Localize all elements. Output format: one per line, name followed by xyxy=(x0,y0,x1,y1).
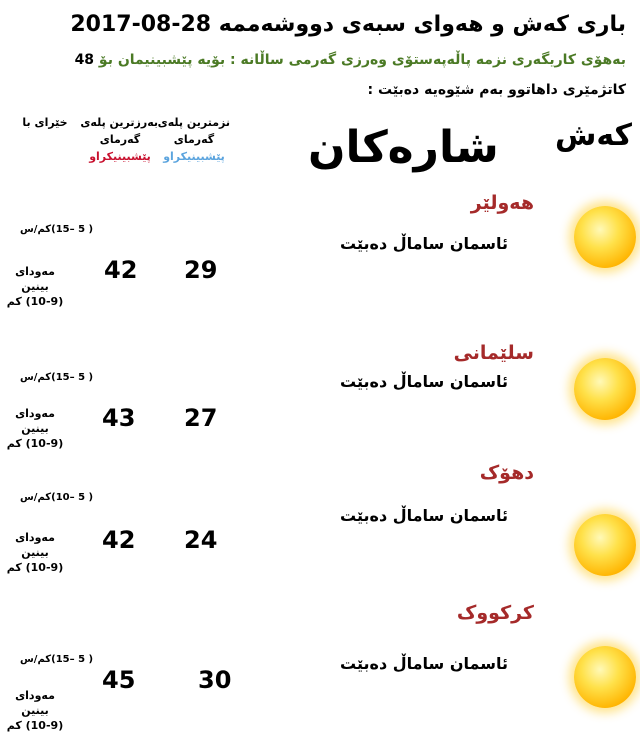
sun-icon xyxy=(574,514,636,576)
max-temp: 45 xyxy=(102,666,136,694)
column-header-max-temp xyxy=(82,114,158,165)
weather-description: ئاسمان ساماڵ دەبێت xyxy=(340,506,508,525)
min-temp: 29 xyxy=(184,256,218,284)
city-name: کرکووک xyxy=(456,602,534,624)
visibility-label: مەودای بینین xyxy=(15,265,55,293)
wind-speed: ( 5 –15)کم/س xyxy=(20,654,94,665)
min-temp: 30 xyxy=(198,666,232,694)
min-temp-header-line2: گەرمای xyxy=(173,133,215,146)
city-name: هەولێر xyxy=(470,192,534,214)
column-header-cities: شارەکان xyxy=(308,122,499,173)
page-title: باری کەش و هەوای سبەی دووشەممە 28-08-2017 xyxy=(70,12,626,37)
wind-speed: ( 5 –15)کم/س xyxy=(20,372,94,383)
visibility-label: مەودای بینین xyxy=(15,407,55,435)
visibility xyxy=(0,530,70,575)
min-temp-header-line3: پێشبینیکراو xyxy=(163,150,225,163)
visibility xyxy=(0,406,70,451)
visibility-label: مەودای بینین xyxy=(15,531,55,559)
max-temp-header-line3: پێشبینیکراو xyxy=(89,150,151,163)
visibility-range: (10-9) کم xyxy=(6,437,64,450)
max-temp: 42 xyxy=(102,526,136,554)
column-header-wind: خێرای با xyxy=(22,116,68,129)
forecast-intro xyxy=(75,52,626,68)
max-temp: 42 xyxy=(104,256,138,284)
wind-speed: ( 5 –15)کم/س xyxy=(20,224,94,235)
min-temp: 24 xyxy=(184,526,218,554)
visibility-range: (10-9) کم xyxy=(6,719,64,732)
visibility xyxy=(0,264,70,309)
weather-description: ئاسمان ساماڵ دەبێت xyxy=(340,372,508,391)
max-temp-header-line2: گەرمای xyxy=(99,133,141,146)
column-header-weather: کەش xyxy=(554,118,632,153)
max-temp: 43 xyxy=(102,404,136,432)
forecast-row xyxy=(0,458,640,608)
visibility xyxy=(0,688,70,733)
wind-speed: ( 5 –10)کم/س xyxy=(20,492,94,503)
forecast-row xyxy=(0,186,640,336)
sun-icon xyxy=(574,206,636,268)
forecast-row xyxy=(0,600,640,750)
max-temp-header-line1: بەرزترین پلەی xyxy=(80,116,158,129)
sun-icon xyxy=(574,646,636,708)
visibility-range: (10-9) کم xyxy=(6,295,64,308)
city-name: دهۆک xyxy=(479,462,534,484)
weather-description: ئاسمان ساماڵ دەبێت xyxy=(340,234,508,253)
forecast-note: کاتژمێری داهاتوو بەم شێوەیە دەبێت : xyxy=(367,82,626,98)
visibility-range: (10-9) کم xyxy=(6,561,64,574)
weather-description: ئاسمان ساماڵ دەبێت xyxy=(340,654,508,673)
column-header-min-temp xyxy=(158,114,230,165)
forecast-intro-text: بەهۆی کاریگەری نزمە پاڵەپەستۆی وەرزی گەرمی ساڵانە : بۆیە پێشبینیمان بۆ xyxy=(98,52,626,68)
city-name: سلێمانی xyxy=(453,342,534,364)
min-temp-header-line1: نزمترین پلەی xyxy=(157,116,230,129)
forecast-hours: 48 xyxy=(74,52,95,68)
min-temp: 27 xyxy=(184,404,218,432)
visibility-label: مەودای بینین xyxy=(15,689,55,717)
sun-icon xyxy=(574,358,636,420)
